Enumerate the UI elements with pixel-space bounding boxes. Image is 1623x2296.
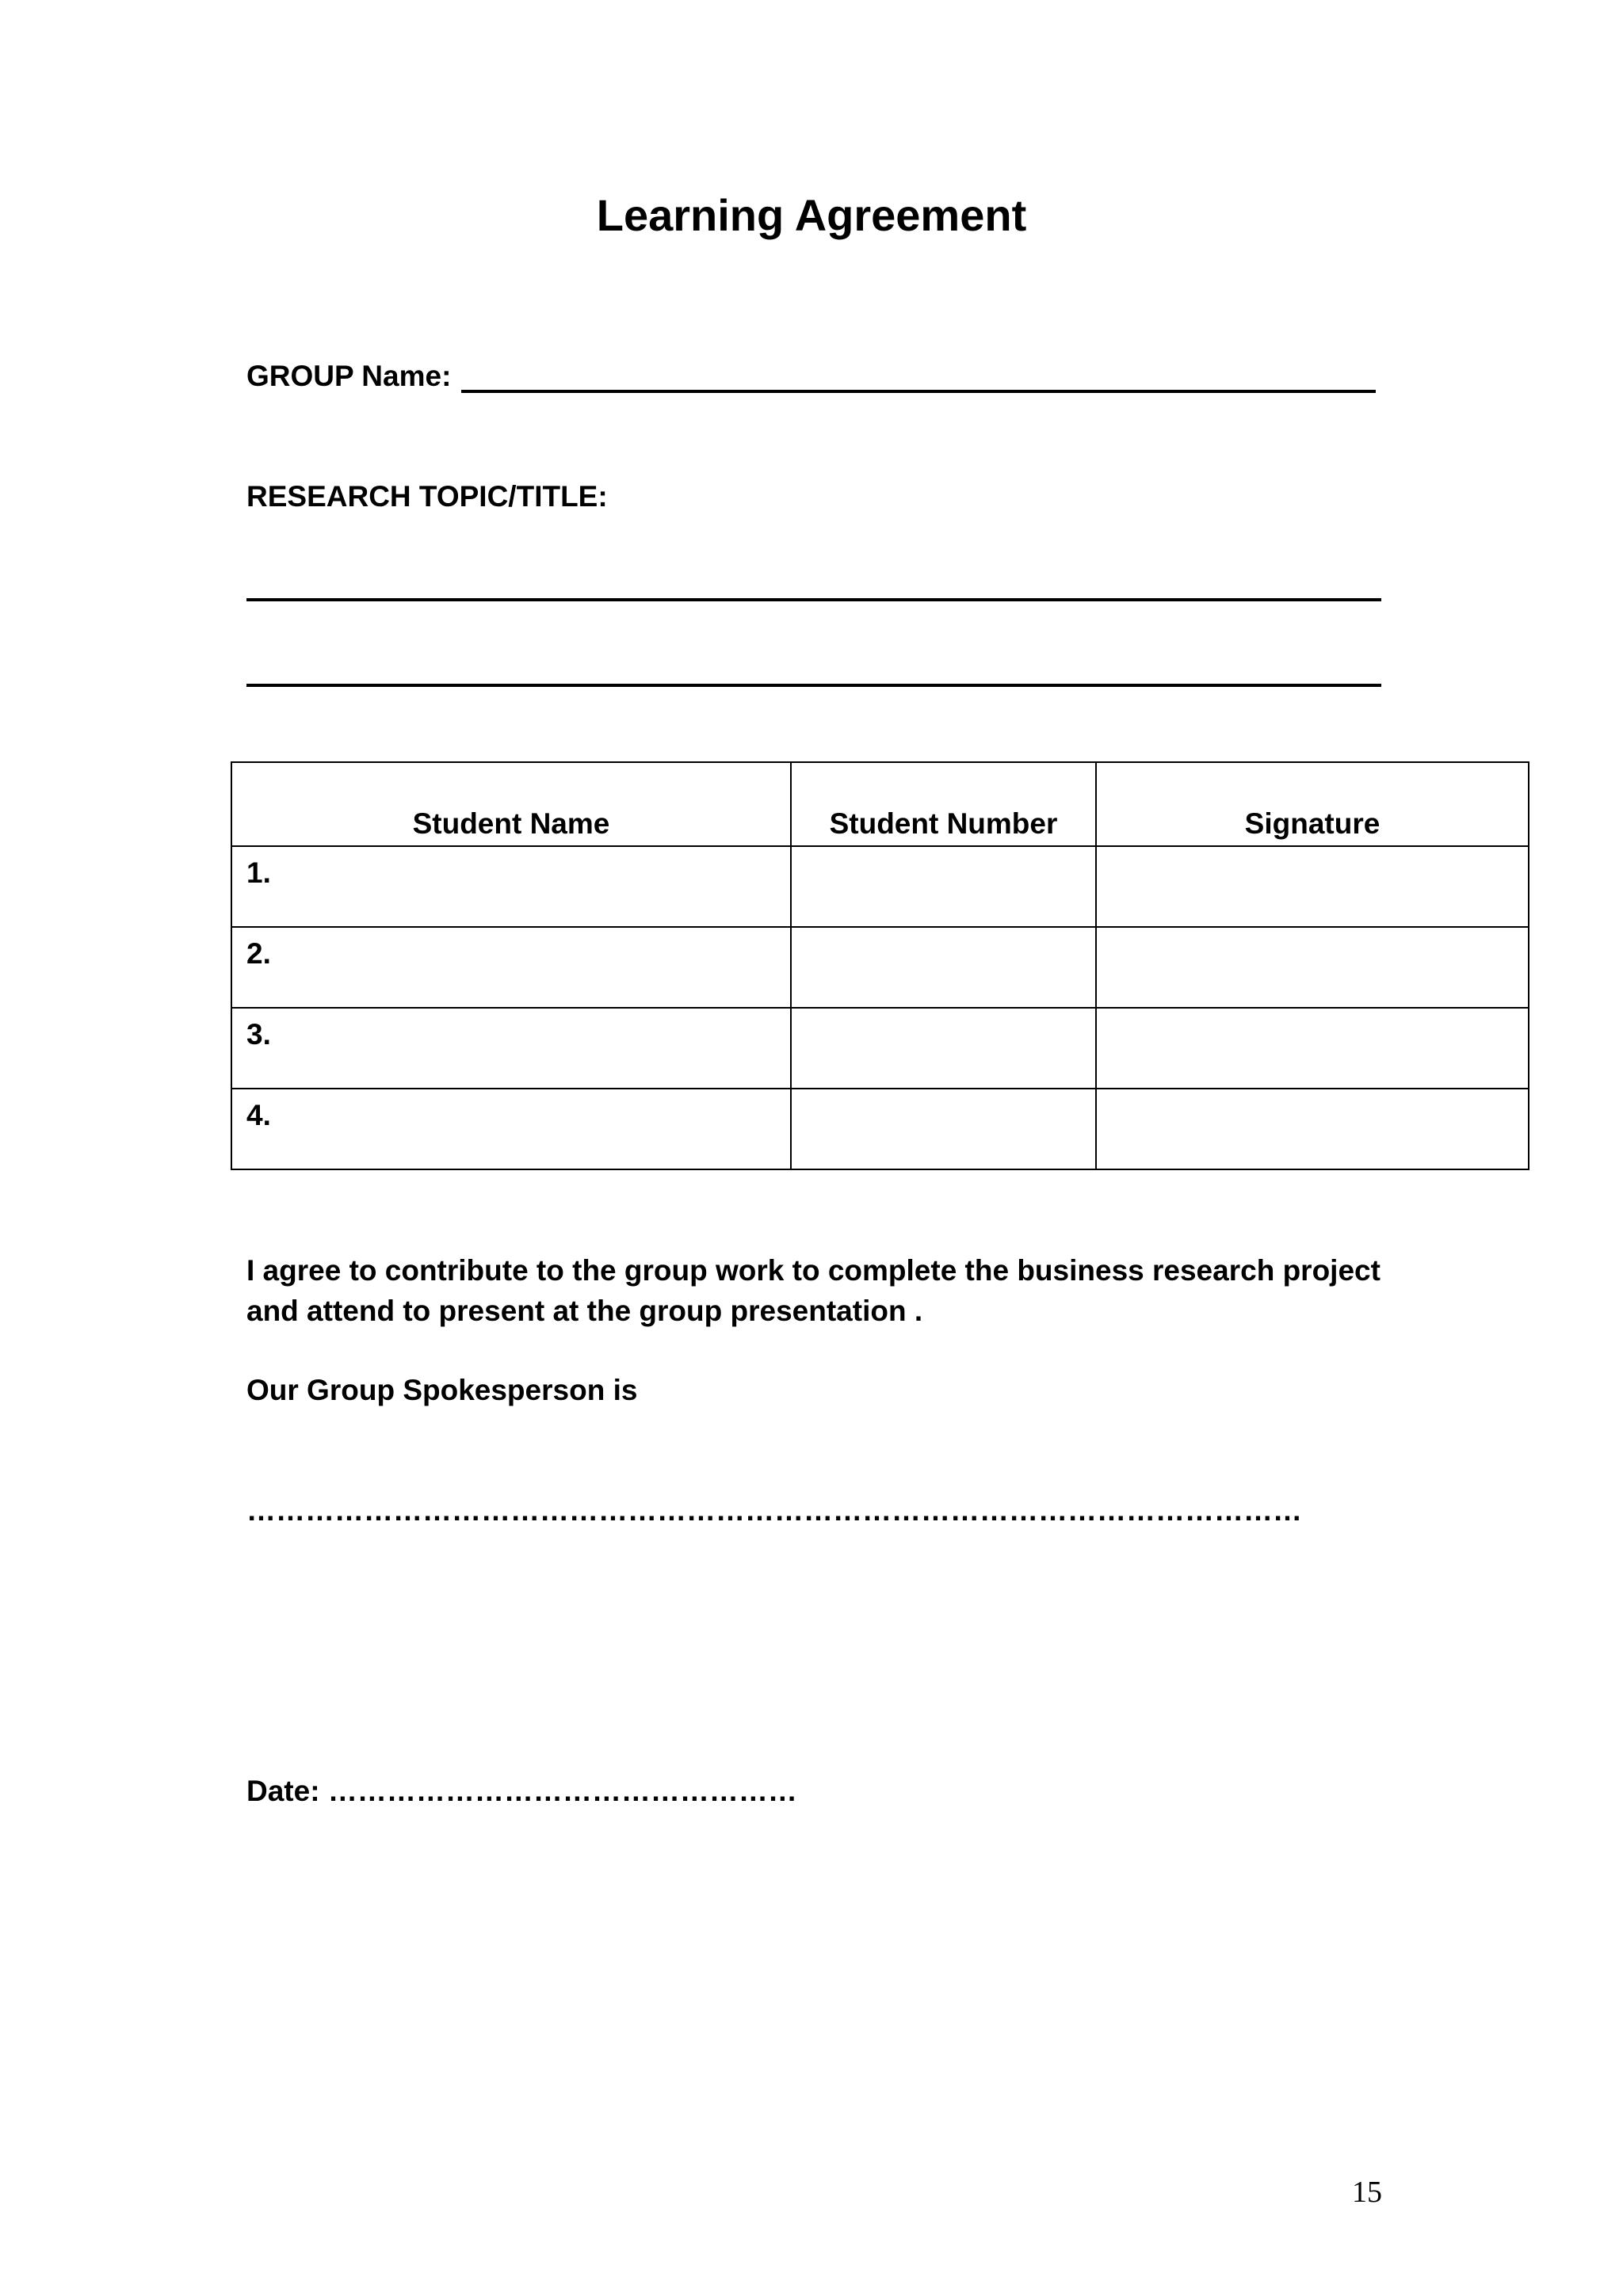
table-row: [231, 846, 1529, 927]
student-number-cell[interactable]: [791, 1008, 1096, 1089]
student-table: [231, 761, 1529, 1170]
student-name-cell[interactable]: 2.: [231, 927, 791, 1008]
date-label: Date:: [246, 1775, 320, 1807]
page-title: Learning Agreement: [596, 190, 1027, 240]
column-header-student-number: Student Number: [791, 762, 1096, 846]
signature-cell[interactable]: [1096, 1089, 1529, 1169]
signature-cell[interactable]: [1096, 927, 1529, 1008]
student-number-cell[interactable]: [791, 927, 1096, 1008]
spokesperson-field-dots[interactable]: ………………………………………………………………………………………………: [246, 1494, 1302, 1527]
table-header-row: [231, 762, 1529, 846]
research-topic-field-line-2[interactable]: [246, 684, 1381, 687]
table-row: [231, 927, 1529, 1008]
group-name-field-line[interactable]: [461, 390, 1376, 393]
table-row: [231, 1089, 1529, 1169]
student-number-cell[interactable]: [791, 846, 1096, 927]
table-row: [231, 1008, 1529, 1089]
student-name-cell[interactable]: 4.: [231, 1089, 791, 1169]
spokesperson-label: Our Group Spokesperson is: [246, 1374, 638, 1406]
column-header-signature: Signature: [1096, 762, 1529, 846]
group-name-label: GROUP Name:: [246, 360, 452, 392]
signature-cell[interactable]: [1096, 1008, 1529, 1089]
student-number-cell[interactable]: [791, 1089, 1096, 1169]
date-row: [246, 1773, 797, 1810]
research-topic-field-line-1[interactable]: [246, 598, 1381, 601]
student-name-cell[interactable]: 3.: [231, 1008, 791, 1089]
research-topic-label: RESEARCH TOPIC/TITLE:: [246, 480, 608, 513]
column-header-student-name: Student Name: [231, 762, 791, 846]
signature-cell[interactable]: [1096, 846, 1529, 927]
student-name-cell[interactable]: 1.: [231, 846, 791, 927]
date-field-dots[interactable]: …………………………………………: [327, 1775, 797, 1807]
page-number: 15: [1352, 2176, 1382, 2209]
agreement-statement: I agree to contribute to the group work to complete the business research project and attend to present at the group presentation .: [246, 1254, 1381, 1327]
